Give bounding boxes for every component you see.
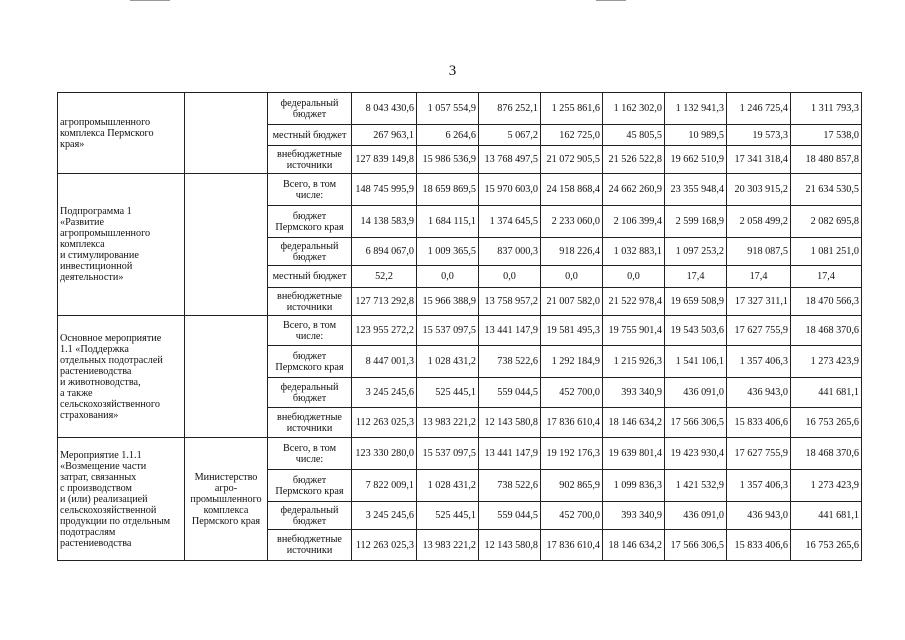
amount-cell: 1 357 406,3 xyxy=(727,346,791,378)
measure-description: Подпрограмма 1 «Развитие агропромышленного комплекса и стимулирование инвестиционной деятельности» xyxy=(60,206,151,283)
funding-source: федеральный бюджет xyxy=(280,240,339,263)
funding-source: внебюджетные источники xyxy=(277,148,342,171)
amount-cell: 13 758 957,2 xyxy=(479,288,541,316)
amount-cell: 123 330 280,0 xyxy=(352,438,417,470)
amount-cell: 1 032 883,1 xyxy=(603,238,665,266)
amount-cell: 1 099 836,3 xyxy=(603,470,665,502)
amount-cell: 112 263 025,3 xyxy=(352,530,417,561)
funding-source: местный бюджет xyxy=(272,271,347,282)
amount-cell: 17 627 755,9 xyxy=(727,438,791,470)
amount-cell: 559 044,5 xyxy=(479,502,541,530)
amount-cell: 7 822 009,1 xyxy=(352,470,417,502)
amount-cell: 918 226,4 xyxy=(541,238,603,266)
measure-description: Основное мероприятие 1.1 «Поддержка отдельных подотраслей растениеводства и животноводства, а также сельскохозяйственного страхования» xyxy=(60,332,163,421)
funding-source-cell xyxy=(268,316,352,346)
amount-cell: 15 986 536,9 xyxy=(417,146,479,174)
amount-cell: 17 566 306,5 xyxy=(665,408,727,438)
amount-cell: 19 192 176,3 xyxy=(541,438,603,470)
funding-source: федеральный бюджет xyxy=(280,97,339,120)
amount-cell: 393 340,9 xyxy=(603,378,665,408)
table-row xyxy=(58,438,862,470)
amount-cell: 2 082 695,8 xyxy=(791,206,862,238)
amount-cell: 525 445,1 xyxy=(417,502,479,530)
amount-cell: 1 009 365,5 xyxy=(417,238,479,266)
amount-cell: 1 097 253,2 xyxy=(665,238,727,266)
funding-source: Всего, в том числе: xyxy=(282,178,337,201)
measure-description-cell xyxy=(58,438,185,561)
amount-cell: 1 057 554,9 xyxy=(417,93,479,125)
amount-cell: 21 634 530,5 xyxy=(791,174,862,206)
funding-source: внебюджетные источники xyxy=(277,534,342,556)
amount-cell: 0,0 xyxy=(541,266,603,288)
table-row xyxy=(58,174,862,206)
amount-cell: 738 522,6 xyxy=(479,470,541,502)
funding-source: федеральный бюджет xyxy=(280,504,339,527)
amount-cell: 13 441 147,9 xyxy=(479,316,541,346)
amount-cell: 1 357 406,3 xyxy=(727,470,791,502)
amount-cell: 738 522,6 xyxy=(479,346,541,378)
amount-cell: 19 423 930,4 xyxy=(665,438,727,470)
amount-cell: 18 468 370,6 xyxy=(791,316,862,346)
amount-cell: 127 839 149,8 xyxy=(352,146,417,174)
table-row xyxy=(58,93,862,125)
amount-cell: 17 538,0 xyxy=(791,125,862,146)
funding-source: бюджет Пермского края xyxy=(275,474,344,497)
measure-description-cell xyxy=(58,174,185,316)
amount-cell: 837 000,3 xyxy=(479,238,541,266)
amount-cell: 21 522 978,4 xyxy=(603,288,665,316)
amount-cell: 452 700,0 xyxy=(541,502,603,530)
funding-source-cell xyxy=(268,125,352,146)
amount-cell: 17 836 610,4 xyxy=(541,530,603,561)
amount-cell: 559 044,5 xyxy=(479,378,541,408)
amount-cell: 17 566 306,5 xyxy=(665,530,727,561)
funding-source-cell xyxy=(268,502,352,530)
amount-cell: 18 146 634,2 xyxy=(603,408,665,438)
amount-cell: 6 264,6 xyxy=(417,125,479,146)
amount-cell: 525 445,1 xyxy=(417,378,479,408)
amount-cell: 436 091,0 xyxy=(665,378,727,408)
amount-cell: 12 143 580,8 xyxy=(479,408,541,438)
amount-cell: 15 833 406,6 xyxy=(727,408,791,438)
amount-cell: 8 043 430,6 xyxy=(352,93,417,125)
amount-cell: 16 753 265,6 xyxy=(791,408,862,438)
amount-cell: 1 081 251,0 xyxy=(791,238,862,266)
amount-cell: 21 007 582,0 xyxy=(541,288,603,316)
amount-cell: 1 311 793,3 xyxy=(791,93,862,125)
amount-cell: 21 526 522,8 xyxy=(603,146,665,174)
amount-cell: 902 865,9 xyxy=(541,470,603,502)
amount-cell: 10 989,5 xyxy=(665,125,727,146)
funding-source-cell xyxy=(268,378,352,408)
amount-cell: 436 943,0 xyxy=(727,378,791,408)
amount-cell: 1 273 423,9 xyxy=(791,470,862,502)
funding-source-cell xyxy=(268,146,352,174)
amount-cell: 19 662 510,9 xyxy=(665,146,727,174)
amount-cell: 1 292 184,9 xyxy=(541,346,603,378)
amount-cell: 17 627 755,9 xyxy=(727,316,791,346)
amount-cell: 19 639 801,4 xyxy=(603,438,665,470)
amount-cell: 876 252,1 xyxy=(479,93,541,125)
amount-cell: 19 755 901,4 xyxy=(603,316,665,346)
funding-source: Всего, в том числе: xyxy=(282,442,337,465)
amount-cell: 393 340,9 xyxy=(603,502,665,530)
amount-cell: 15 537 097,5 xyxy=(417,438,479,470)
amount-cell: 18 146 634,2 xyxy=(603,530,665,561)
amount-cell: 267 963,1 xyxy=(352,125,417,146)
funding-source: внебюджетные источники xyxy=(277,411,342,434)
amount-cell: 6 894 067,0 xyxy=(352,238,417,266)
amount-cell: 1 162 302,0 xyxy=(603,93,665,125)
amount-cell: 148 745 995,9 xyxy=(352,174,417,206)
amount-cell: 2 106 399,4 xyxy=(603,206,665,238)
executor-cell xyxy=(185,316,268,438)
executor-cell xyxy=(185,174,268,316)
amount-cell: 16 753 265,6 xyxy=(791,530,862,561)
amount-cell: 19 573,3 xyxy=(727,125,791,146)
amount-cell: 17 341 318,4 xyxy=(727,146,791,174)
amount-cell: 13 768 497,5 xyxy=(479,146,541,174)
amount-cell: 15 966 388,9 xyxy=(417,288,479,316)
amount-cell: 23 355 948,4 xyxy=(665,174,727,206)
amount-cell: 162 725,0 xyxy=(541,125,603,146)
funding-source: внебюджетные источники xyxy=(277,290,342,313)
measure-description-cell xyxy=(58,93,185,174)
measure-description-cell xyxy=(58,316,185,438)
table-row xyxy=(58,316,862,346)
amount-cell: 17,4 xyxy=(727,266,791,288)
amount-cell: 0,0 xyxy=(479,266,541,288)
amount-cell: 1 255 861,6 xyxy=(541,93,603,125)
executor-name: Министерство агро- промышленного комплекса Пермского края xyxy=(190,471,262,527)
amount-cell: 1 132 941,3 xyxy=(665,93,727,125)
amount-cell: 436 091,0 xyxy=(665,502,727,530)
amount-cell: 15 537 097,5 xyxy=(417,316,479,346)
amount-cell: 18 480 857,8 xyxy=(791,146,862,174)
amount-cell: 21 072 905,5 xyxy=(541,146,603,174)
executor-cell xyxy=(185,93,268,174)
amount-cell: 127 713 292,8 xyxy=(352,288,417,316)
amount-cell: 1 273 423,9 xyxy=(791,346,862,378)
amount-cell: 123 955 272,2 xyxy=(352,316,417,346)
amount-cell: 2 599 168,9 xyxy=(665,206,727,238)
measure-description: агропромышленного комплекса Пермского края» xyxy=(60,116,154,150)
amount-cell: 3 245 245,6 xyxy=(352,502,417,530)
amount-cell: 0,0 xyxy=(417,266,479,288)
amount-cell: 1 374 645,5 xyxy=(479,206,541,238)
amount-cell: 1 684 115,1 xyxy=(417,206,479,238)
amount-cell: 19 581 495,3 xyxy=(541,316,603,346)
amount-cell: 0,0 xyxy=(603,266,665,288)
funding-source-cell xyxy=(268,266,352,288)
amount-cell: 17,4 xyxy=(665,266,727,288)
amount-cell: 19 659 508,9 xyxy=(665,288,727,316)
amount-cell: 12 143 580,8 xyxy=(479,530,541,561)
scan-edge-line xyxy=(130,0,170,1)
funding-source: бюджет Пермского края xyxy=(275,210,344,233)
amount-cell: 18 659 869,5 xyxy=(417,174,479,206)
amount-cell: 18 470 566,3 xyxy=(791,288,862,316)
amount-cell: 13 983 221,2 xyxy=(417,530,479,561)
scan-edge-line xyxy=(596,0,626,1)
budget-table xyxy=(57,92,862,561)
funding-source-cell xyxy=(268,438,352,470)
amount-cell: 441 681,1 xyxy=(791,378,862,408)
amount-cell: 1 421 532,9 xyxy=(665,470,727,502)
funding-source: федеральный бюджет xyxy=(280,381,339,404)
funding-source-cell xyxy=(268,408,352,438)
amount-cell: 24 662 260,9 xyxy=(603,174,665,206)
amount-cell: 13 441 147,9 xyxy=(479,438,541,470)
funding-source-cell xyxy=(268,238,352,266)
amount-cell: 18 468 370,6 xyxy=(791,438,862,470)
amount-cell: 1 246 725,4 xyxy=(727,93,791,125)
amount-cell: 918 087,5 xyxy=(727,238,791,266)
measure-description: Мероприятие 1.1.1 «Возмещение части затрат, связанных с производством и (или) реализацией сельскохозяйственной продукции по отдельным подотраслям растениеводства xyxy=(60,449,171,549)
funding-source-cell xyxy=(268,206,352,238)
funding-source-cell xyxy=(268,530,352,561)
amount-cell: 14 138 583,9 xyxy=(352,206,417,238)
amount-cell: 15 970 603,0 xyxy=(479,174,541,206)
amount-cell: 20 303 915,2 xyxy=(727,174,791,206)
funding-source: местный бюджет xyxy=(272,129,347,141)
amount-cell: 45 805,5 xyxy=(603,125,665,146)
table-body xyxy=(58,93,862,561)
amount-cell: 8 447 001,3 xyxy=(352,346,417,378)
amount-cell: 3 245 245,6 xyxy=(352,378,417,408)
amount-cell: 1 541 106,1 xyxy=(665,346,727,378)
amount-cell: 1 028 431,2 xyxy=(417,470,479,502)
funding-source-cell xyxy=(268,470,352,502)
amount-cell: 17 327 311,1 xyxy=(727,288,791,316)
amount-cell: 2 233 060,0 xyxy=(541,206,603,238)
amount-cell: 112 263 025,3 xyxy=(352,408,417,438)
amount-cell: 1 028 431,2 xyxy=(417,346,479,378)
amount-cell: 1 215 926,3 xyxy=(603,346,665,378)
funding-source: бюджет Пермского края xyxy=(275,350,344,373)
funding-source: Всего, в том числе: xyxy=(282,319,337,342)
amount-cell: 19 543 503,6 xyxy=(665,316,727,346)
amount-cell: 24 158 868,4 xyxy=(541,174,603,206)
page-number: 3 xyxy=(448,63,457,79)
funding-source-cell xyxy=(268,346,352,378)
funding-source-cell xyxy=(268,288,352,316)
amount-cell: 2 058 499,2 xyxy=(727,206,791,238)
amount-cell: 452 700,0 xyxy=(541,378,603,408)
executor-cell xyxy=(185,438,268,561)
amount-cell: 17 836 610,4 xyxy=(541,408,603,438)
amount-cell: 436 943,0 xyxy=(727,502,791,530)
amount-cell: 17,4 xyxy=(791,266,862,288)
funding-source-cell xyxy=(268,174,352,206)
amount-cell: 5 067,2 xyxy=(479,125,541,146)
amount-cell: 13 983 221,2 xyxy=(417,408,479,438)
funding-source-cell xyxy=(268,93,352,125)
amount-cell: 15 833 406,6 xyxy=(727,530,791,561)
amount-cell: 441 681,1 xyxy=(791,502,862,530)
amount-cell: 52,2 xyxy=(352,266,417,288)
